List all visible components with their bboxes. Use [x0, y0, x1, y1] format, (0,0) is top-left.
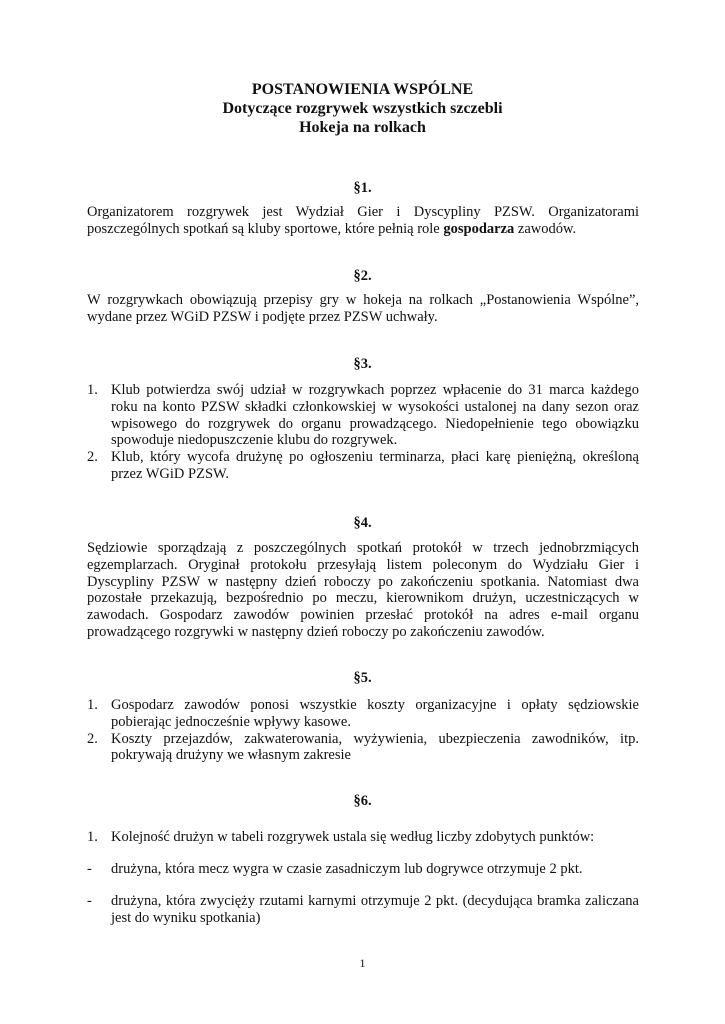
dash-mark: - — [87, 861, 92, 877]
section-1-bold-word: gospodarza — [443, 220, 515, 237]
section-4-paragraph: Sędziowie sporządzają z poszczególnych spotkań protokół w trzech jednobrzmiących egzemplarzach. Oryginał protokołu przesyłają listem poleconym do Wydziału Gier i Dyscypliny PZSW w następny dzień roboczy po zakończeniu spotkania. Natomiast dwa pozostałe przekazują, bezpośrednio po meczu, kierownikom drużyn, uczestniczących w zawodach. Gospodarz zawodów powinien przesłać protokół na adres e-mail organu prowadzącego rozgrywki w następny dzień roboczy po zakończeniu zawodów. — [87, 540, 639, 640]
title-line-1: POSTANOWIENIA WSPÓLNE — [251, 81, 474, 98]
list-item-text: Koszty przejazdów, zakwaterowania, wyżywienia, ubezpieczenia zawodników, itp. pokrywają drużyny we własnym zakresie — [111, 730, 639, 764]
section-3-list — [87, 382, 639, 483]
dash-item-2 — [87, 893, 639, 927]
section-4-heading: §4. — [353, 515, 372, 531]
dash-item-text: drużyna, która mecz wygra w czasie zasadniczym lub dogrywce otrzymuje 2 pkt. — [111, 861, 583, 877]
document-title — [0, 80, 725, 137]
list-item-number: 1. — [87, 697, 98, 713]
list-item — [87, 449, 639, 483]
section-1-heading: §1. — [353, 180, 372, 196]
list-item-number: 2. — [87, 730, 98, 747]
list-item-text: Klub, który wycofa drużynę po ogłoszeniu terminarza, płaci karę pieniężną, określoną przez WGiD PZSW. — [111, 449, 639, 482]
section-6-list — [87, 829, 639, 846]
section-2-heading: §2. — [353, 268, 372, 284]
section-5-list — [87, 697, 639, 764]
section-6-heading: §6. — [353, 793, 372, 809]
title-line-2: Dotyczące rozgrywek wszystkich szczebli — [222, 100, 503, 117]
dash-item-text: drużyna, która zwycięży rzutami karnymi otrzymuje 2 pkt. (decydująca bramka zaliczana jest do wyniku spotkania) — [111, 893, 639, 926]
section-2-paragraph: W rozgrywkach obowiązują przepisy gry w hokeja na rolkach „Postanowienia Wspólne”, wydane przez WGiD PZSW i podjęte przez PZSW uchwały. — [87, 292, 639, 325]
list-item-text: Klub potwierdza swój udział w rozgrywkach poprzez wpłacenie do 31 marca każdego roku na konto PZSW składki członkowskiej w wysokości ustalonej na dany sezon oraz wpisowego do rozgrywek do organu prowadzącego. Niedopełnienie tego obowiązku spowoduje niedopuszczenie klubu do rozgrywek. — [111, 382, 639, 449]
list-item-number: 1. — [87, 829, 98, 845]
dash-mark: - — [87, 893, 92, 909]
section-1-text-a: Organizatorem rozgrywek jest Wydział Gier i Dyscypliny PZSW. Organizatorami poszczególnych spotkań są kluby sportowe, które pełnią role — [87, 204, 639, 237]
list-item-number: 2. — [87, 449, 98, 466]
section-3-heading: §3. — [353, 356, 372, 372]
list-item — [87, 697, 639, 731]
title-line-3: Hokeja na rolkach — [299, 119, 426, 136]
list-item — [87, 829, 639, 846]
section-5-heading: §5. — [353, 670, 372, 686]
page-number: 1 — [359, 956, 366, 970]
list-item-number: 1. — [87, 382, 98, 398]
section-1-text-b: zawodów. — [514, 220, 577, 237]
section-1-paragraph — [87, 204, 639, 238]
list-item — [87, 731, 639, 765]
dash-item-1 — [87, 861, 639, 878]
list-item-text: Gospodarz zawodów ponosi wszystkie koszty organizacyjne i opłaty sędziowskie pobierając jednocześnie wpływy kasowe. — [111, 697, 639, 730]
list-item — [87, 382, 639, 449]
list-item-text: Kolejność drużyn w tabeli rozgrywek ustala się według liczby zdobytych punktów: — [111, 829, 595, 845]
